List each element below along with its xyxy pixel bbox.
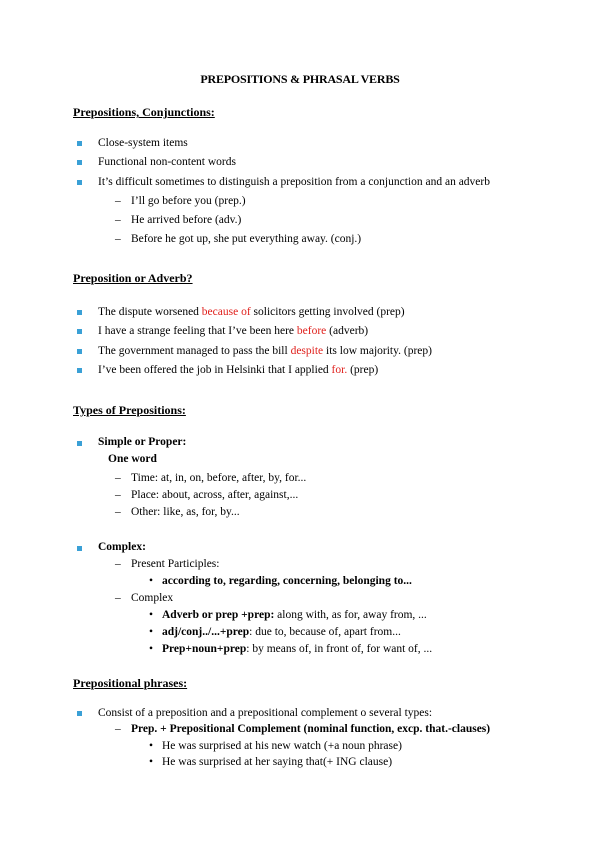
bullet-square-icon — [77, 180, 82, 185]
list-item: It’s difficult sometimes to distinguish a preposition from a conjunction and an adverb — [98, 176, 490, 188]
sub-list-item: Before he got up, she put everything away. (conj.) — [131, 233, 362, 245]
sub-list-item: Prep. + Prepositional Complement (nominal function, excp. that.-clauses) — [131, 723, 491, 735]
bullet-square-icon — [77, 711, 82, 716]
section-heading-preposition-or-adverb: Preposition or Adverb? — [73, 271, 193, 285]
highlighted-preposition: because of — [201, 306, 251, 318]
bullet-square-icon — [77, 349, 82, 354]
bullet-square-icon — [77, 441, 82, 446]
complex-label: Complex: — [98, 541, 146, 553]
simple-or-proper-label: Simple or Proper: — [98, 436, 187, 448]
sub-list-item: Other: like, as, for, by... — [131, 506, 240, 518]
dash-icon: – — [115, 592, 121, 604]
bullet-square-icon — [77, 368, 82, 373]
bullet-square-icon — [77, 310, 82, 315]
sub-list-item: Complex — [131, 592, 174, 604]
list-item: Functional non-content words — [98, 156, 236, 168]
section-heading-prepositional-phrases: Prepositional phrases: — [73, 676, 188, 690]
dot-icon: • — [149, 575, 154, 587]
dash-icon: – — [115, 723, 121, 735]
sub-list-item: Present Participles: — [131, 558, 220, 570]
section-heading-prepositions-conjunctions: Prepositions, Conjunctions: — [73, 105, 215, 119]
dash-icon: – — [115, 214, 121, 226]
list-item: I’ve been offered the job in Helsinki that I applied for. (prep) — [98, 364, 379, 376]
dash-icon: – — [115, 558, 121, 570]
sub-sub-list-item: adj/conj../...+prep: due to, because of, apart from... — [162, 626, 401, 638]
highlighted-preposition: despite — [290, 345, 324, 357]
sub-sub-list-item: according to, regarding, concerning, belonging to... — [162, 575, 412, 587]
dash-icon: – — [115, 233, 121, 245]
sub-list-item: He arrived before (adv.) — [131, 214, 242, 226]
list-item: Consist of a preposition and a prepositional complement o several types: — [98, 707, 433, 719]
sub-sub-list-item: Adverb or prep +prep: along with, as for, away from, ... — [162, 609, 427, 621]
bullet-square-icon — [77, 141, 82, 146]
sub-sub-list-item: He was surprised at his new watch (+a noun phrase) — [162, 740, 402, 752]
sub-sub-list-item: He was surprised at her saying that(+ ING clause) — [162, 756, 393, 768]
dot-icon: • — [149, 756, 154, 768]
sub-list-item: I’ll go before you (prep.) — [131, 195, 246, 207]
sub-list-item: Place: about, across, after, against,... — [131, 489, 299, 501]
list-item: The dispute worsened because of solicitors getting involved (prep) — [98, 306, 405, 318]
one-word-label: One word — [108, 453, 157, 465]
bullet-square-icon — [77, 160, 82, 165]
dash-icon: – — [115, 195, 121, 207]
section-heading-types-of-prepositions: Types of Prepositions: — [73, 403, 186, 417]
sub-sub-list-item: Prep+noun+prep: by means of, in front of, for want of, ... — [162, 643, 433, 655]
dot-icon: • — [149, 609, 154, 621]
bullet-square-icon — [77, 546, 82, 551]
page-title: PREPOSITIONS & PHRASAL VERBS — [200, 72, 400, 86]
dot-icon: • — [149, 643, 154, 655]
list-item: The government managed to pass the bill despite its low majority. (prep) — [98, 345, 432, 357]
highlighted-preposition: for. — [331, 364, 348, 376]
dot-icon: • — [149, 626, 154, 638]
dash-icon: – — [115, 506, 121, 518]
list-item: I have a strange feeling that I’ve been here before (adverb) — [98, 325, 369, 337]
list-item: Close-system items — [98, 137, 188, 149]
bullet-square-icon — [77, 329, 82, 334]
dash-icon: – — [115, 472, 121, 484]
dash-icon: – — [115, 489, 121, 501]
sub-list-item: Time: at, in, on, before, after, by, for... — [131, 472, 307, 484]
dot-icon: • — [149, 740, 154, 752]
highlighted-preposition: before — [296, 325, 327, 337]
